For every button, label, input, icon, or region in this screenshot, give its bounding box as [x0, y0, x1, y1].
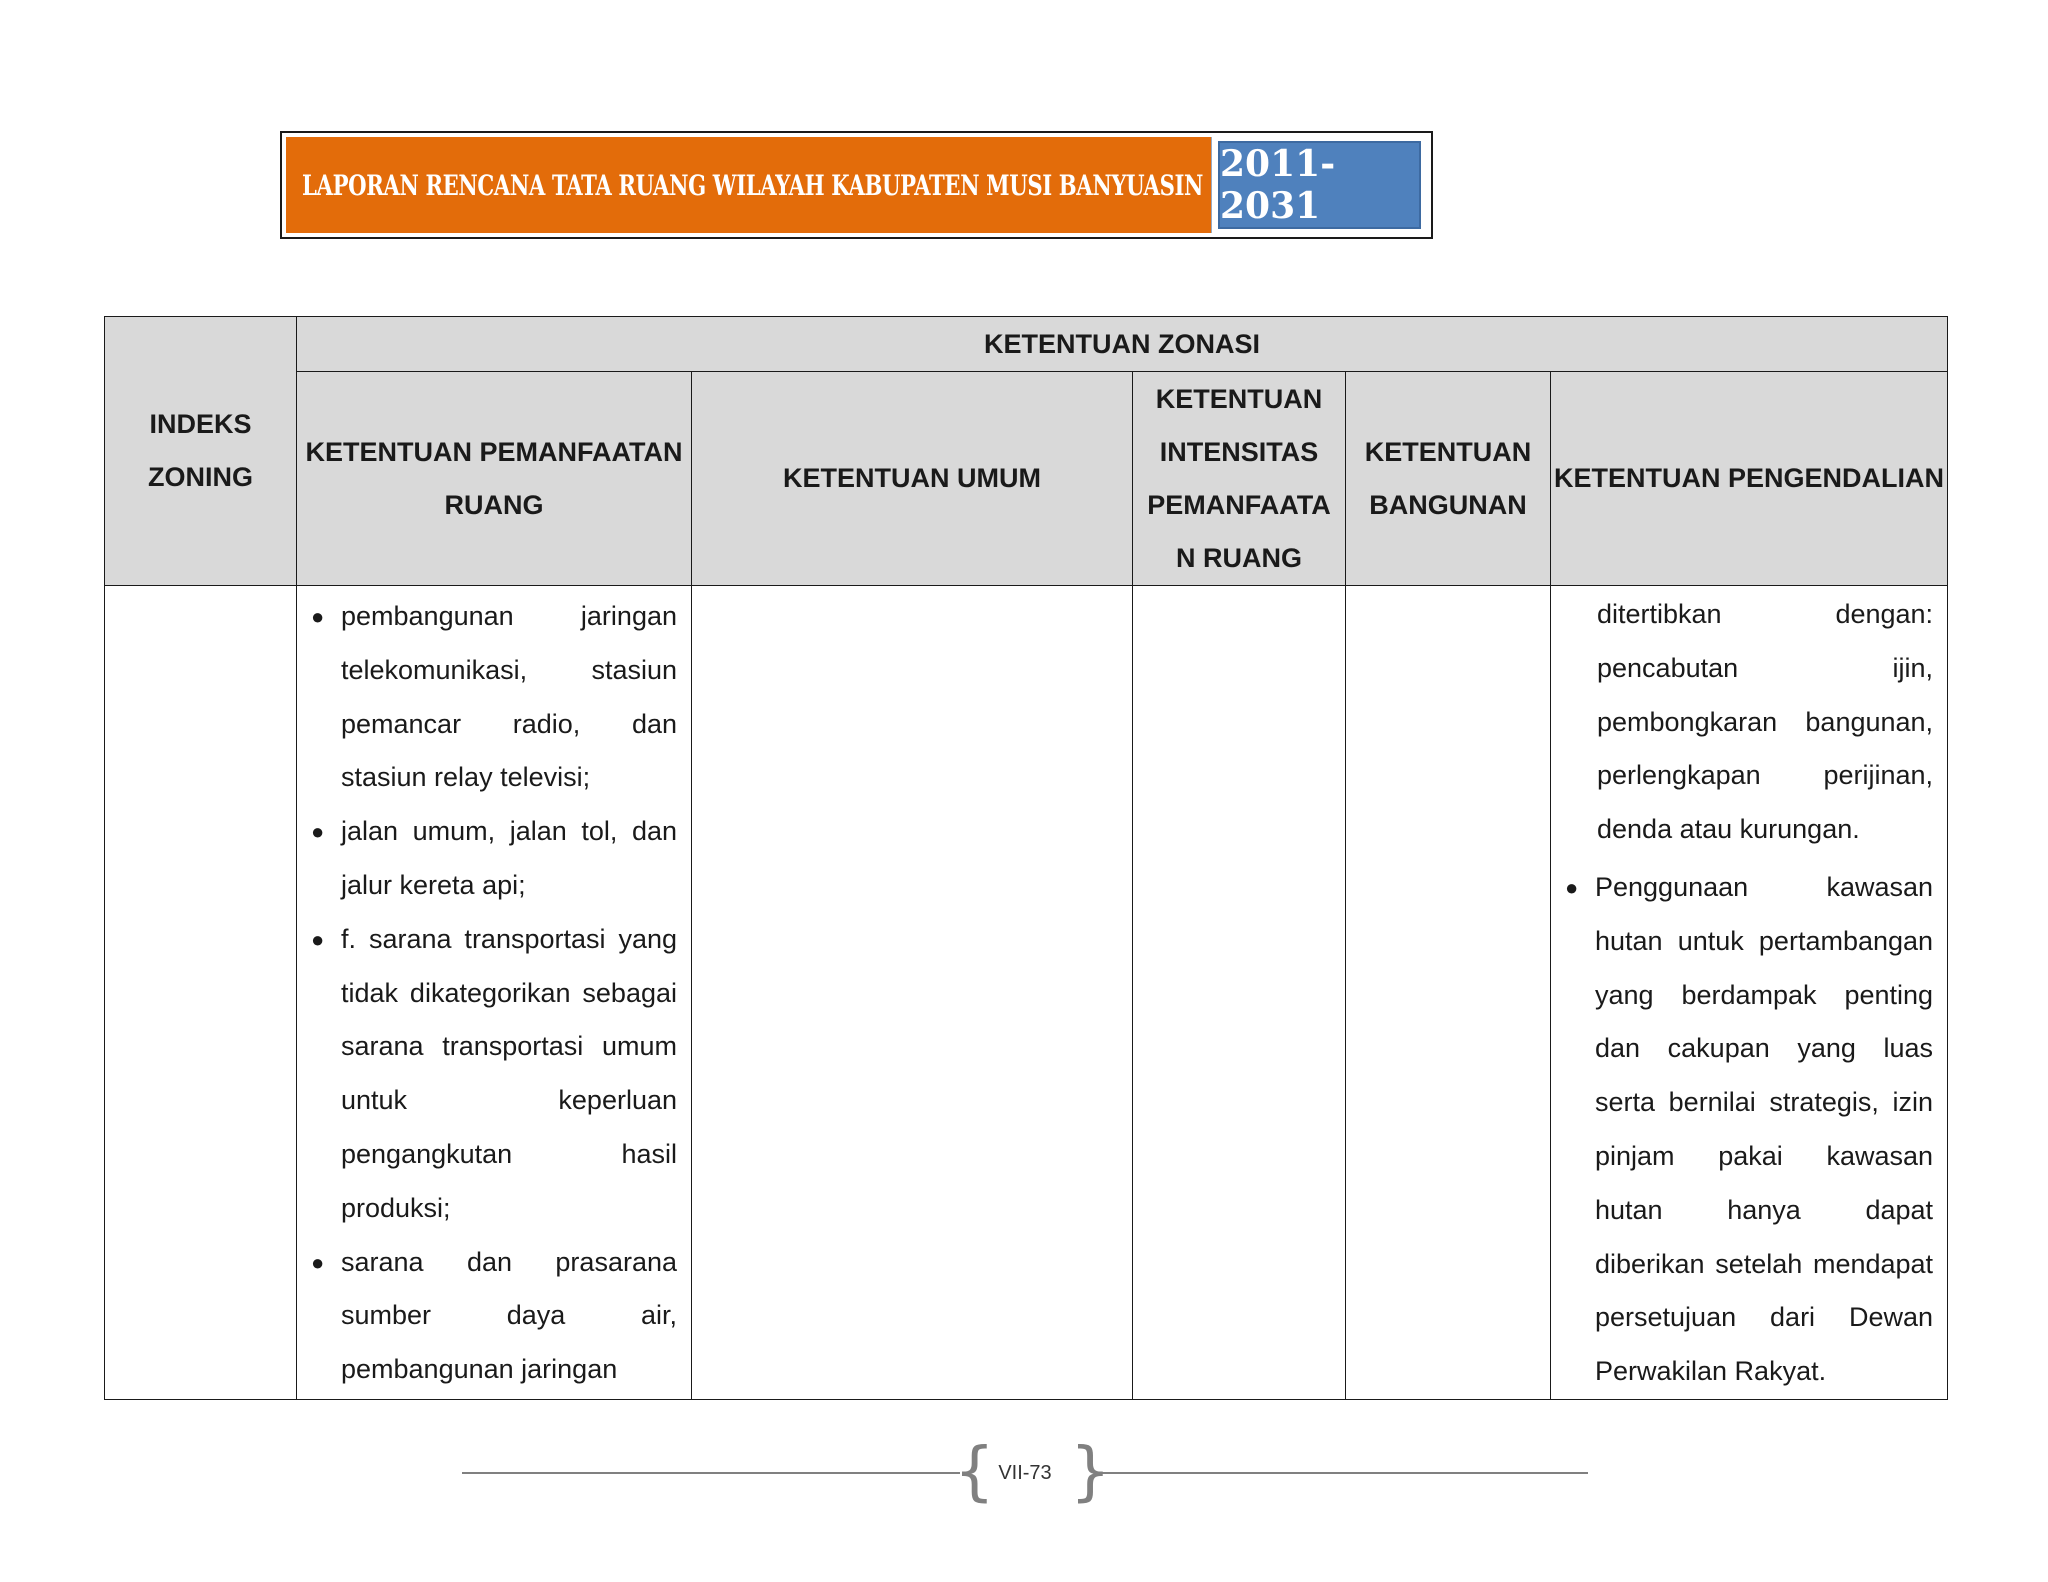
header-ketentuan-umum: KETENTUAN UMUM	[692, 372, 1133, 586]
header-bangunan: KETENTUAN BANGUNAN	[1346, 372, 1551, 586]
footer-rule-right	[1094, 1472, 1588, 1474]
cell-intensitas	[1133, 586, 1346, 1400]
bullet-icon: ●	[1565, 874, 1579, 900]
header-indeks-zoning: INDEKS ZONING	[105, 317, 297, 586]
cell-pengendalian	[1551, 586, 1948, 1400]
left-brace-icon: {	[954, 1435, 995, 1509]
pengendalian-continuation: ditertibkan dengan: pencabutan ijin, pembongkaran bangunan, perlengkapan perijinan, denda atau kurungan.	[1597, 599, 1934, 845]
list-item: ● f. sarana transportasi yang tidak dikategorikan sebagai sarana transportasi umum untuk keperluan pengangkutan hasil produksi;	[307, 913, 677, 1236]
footer-rule-left	[462, 1472, 960, 1474]
cell-bangunan	[1346, 586, 1551, 1400]
bullet-icon: ●	[311, 1249, 325, 1275]
bullet-icon: ●	[311, 819, 325, 845]
list-item: ● Penggunaan kawasan hutan untuk pertambangan yang berdampak penting dan cakupan yang luas serta bernilai strategis, izin pinjam pakai kawasan hutan hanya dapat diberikan setelah mendapat persetujuan dari Dewan Perwakilan Rakyat.	[1561, 861, 1933, 1399]
report-title: LAPORAN RENCANA TATA RUANG WILAYAH KABUPATEN MUSI BANYUASIN	[286, 137, 1211, 233]
bullet-icon: ●	[311, 604, 325, 629]
list-item: ● pembangunan jaringan telekomunikasi, stasiun pemancar radio, dan stasiun relay televisi;	[307, 590, 677, 805]
header-pengendalian: KETENTUAN PENGENDALIAN	[1551, 372, 1948, 586]
list-item: ● sarana dan prasarana sumber daya air, pembangunan jaringan	[307, 1236, 677, 1397]
header-pemanfaatan-ruang: KETENTUAN PEMANFAATAN RUANG	[297, 372, 692, 586]
report-header-banner	[280, 131, 1433, 239]
cell-pemanfaatan-ruang	[297, 586, 692, 1400]
right-brace-icon: }	[1070, 1435, 1111, 1509]
cell-ketentuan-umum	[692, 586, 1133, 1400]
zoning-table	[104, 316, 1948, 1400]
header-intensitas: KETENTUAN INTENSITAS PEMANFAATA N RUANG	[1133, 372, 1346, 586]
report-years: 2011-2031	[1218, 141, 1421, 229]
list-item: ● jalan umum, jalan tol, dan jalur kereta api;	[307, 805, 677, 913]
header-ketentuan-zonasi: KETENTUAN ZONASI	[297, 317, 1948, 372]
bullet-icon: ●	[311, 926, 325, 952]
cell-indeks-zoning	[105, 586, 297, 1400]
page-number: VII-73	[998, 1462, 1052, 1484]
